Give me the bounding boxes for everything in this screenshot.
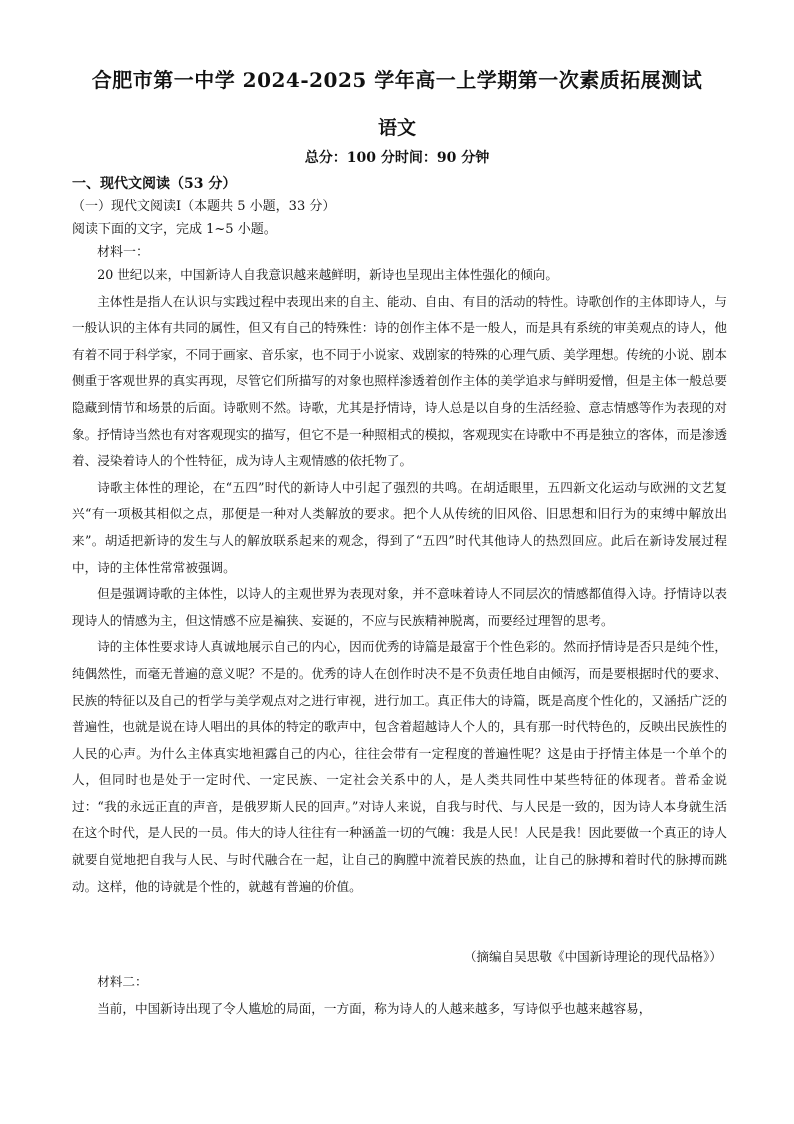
paragraph: 诗歌主体性的理论，在“五四”时代的新诗人中引起了强烈的共鸣。在胡适眼里，五四新文化运动与欧洲的文艺复兴“有一项极其相似之点，那便是一种对人类解放的要求。把个人从传统的旧风俗、旧思想和旧行为的束缚中解放出来”。胡适把新诗的发生与人的解放联系起来的观念，得到了“五四”时代其他诗人的热烈回应。此后在新诗发展过程中，诗的主体性常常被强调。 — [72, 479, 727, 575]
source-citation: （摘编自吴思敬《中国新诗理论的现代品格》） — [463, 949, 722, 964]
section-heading: 一、现代文阅读（53 分） — [72, 176, 237, 192]
material1-label: 材料一： — [97, 245, 150, 260]
paragraph: 诗的主体性要求诗人真诚地展示自己的内心，因而优秀的诗篇是最富于个性色彩的。然而抒情诗是否只是纯个性，纯偶然性，而毫无普遍的意义呢？不是的。优秀的诗人在创作时决不是不负责任地自由倾泻，而是要根据时代的要求、民族的特征以及自己的哲学与美学观点对之进行审视，进行加工。真正伟大的诗篇，既是高度个性化的，又涵括广泛的普遍性，也就是说在诗人唱出的具体的特定的歌声中，包含着超越诗人个人的，具有那一时代特色的，反映出民族性的人民的心声。为什么主体真实地袒露自己的内心，往往会带有一定程度的普遍性呢？这是由于抒情主体是一个单个的人，但同时也是处于一定时代、一定民族、一定社会关系中的人，是人类共同性中某些特征的体现者。普希金说过：“我的永远正直的声音，是俄罗斯人民的回声。”对诗人来说，自我与时代、与人民是一致的，因为诗人本身就生活在这个时代，是人民的一员。伟大的诗人往往有一种涵盖一切的气魄：我是人民！人民是我！因此要做一个真正的诗人就要自觉地把自我与人民、与时代融合在一起，让自己的胸膛中流着民族的热血，让自己的脉搏和着时代的脉搏而跳动。这样，他的诗就是个性的，就越有普遍的价值。 — [72, 639, 727, 894]
material2-label: 材料二： — [97, 974, 148, 989]
paragraph: 但是强调诗歌的主体性，以诗人的主观世界为表现对象，并不意味着诗人不同层次的情感都值得入诗。抒情诗以表现诗人的情感为主，但这情感不应是褊狭、妄诞的，不应与民族精神脱离，而要经过理智的思考。 — [72, 586, 727, 628]
subject-title: 语文 — [377, 117, 416, 139]
paragraph: 主体性是指人在认识与实践过程中表现出来的自主、能动、自由、有目的活动的特性。诗歌创作的主体即诗人，与一般认识的主体有共同的属性，但又有自己的特殊性：诗的创作主体不是一般人，而是具有系统的审美观点的诗人，他有着不同于科学家，不同于画家、音乐家，也不同于小说家、戏剧家的特殊的心理气质、美学理想。传统的小说、剧本侧重于客观世界的真实再现，尽管它们所描写的对象也照样渗透着创作主体的美学追求与鲜明爱憎，但是主体一般总要隐藏到情节和场景的后面。诗歌则不然。诗歌，尤其是抒情诗，诗人总是以自身的生活经验、意志情感等作为表现的对象。抒情诗当然也有对客观现实的描写，但它不是一种照相式的模拟，客观现实在诗歌中不再是独立的客体，而是渗透着、浸染着诗人的个性特征，成为诗人主观情感的依托物了。 — [72, 293, 727, 469]
material1-body — [72, 262, 727, 900]
subsection-heading: （一）现代文阅读Ⅰ（本题共 5 小题，33 分） — [72, 199, 336, 214]
reading-instruction: 阅读下面的文字，完成 1~5 小题。 — [72, 222, 277, 237]
exam-title: 合肥市第一中学 2024-2025 学年高一上学期第一次素质拓展测试 — [91, 68, 703, 92]
paragraph: 当前，中国新诗出现了令人尴尬的局面，一方面，称为诗人的人越来越多，写诗似乎也越来越容易， — [97, 1000, 652, 1016]
material2-body — [72, 969, 727, 1022]
exam-meta: 总分：100 分时间：90 分钟 — [304, 150, 490, 166]
paragraph: 20 世纪以来，中国新诗人自我意识越来越鲜明，新诗也呈现出主体性强化的倾向。 — [97, 267, 558, 282]
